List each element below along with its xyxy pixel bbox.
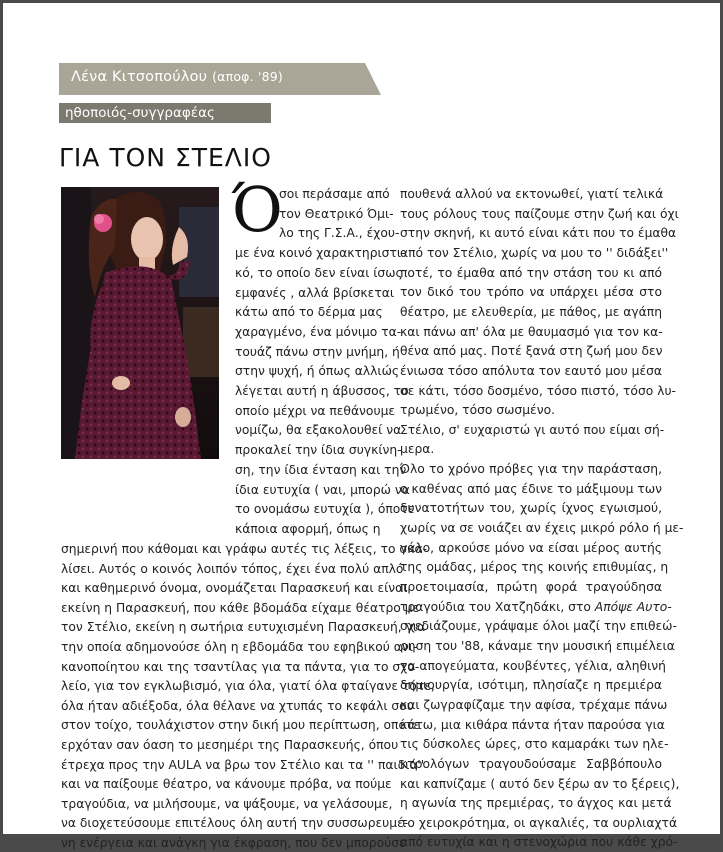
text-line: σε κάτι, τόσο δοσμένο, τόσο πιστό, τόσο λυ-	[400, 383, 676, 398]
text-line: νομίζω, θα εξακολουθεί να	[235, 423, 402, 438]
actress-photo	[61, 187, 219, 459]
text-line: κό, το οποίο δεν είναι ίσως	[235, 265, 403, 280]
text-line: το ονομάσω ευτυχία ), όποτε	[235, 502, 415, 517]
article-title: ΓΙΑ ΤΟΝ ΣΤΕΛΙΟ	[59, 143, 272, 172]
text-line: το χειροκρότημα, οι αγκαλιές, τα ουρλιαχτά	[400, 815, 678, 830]
text-line: όλα ήταν αδιέξοδα, όλα θέλανε να χτυπάς το κεφάλι σου	[61, 698, 414, 713]
text-line: και ζωγραφίζαμε την αφίσα, τρέχαμε πάνω	[400, 697, 668, 712]
text-line: και πάνω απ' όλα με θαυμασμό για τον κα-	[400, 324, 663, 339]
italic-song-title: Απόψε Αυτο-	[590, 599, 672, 614]
text-line: από ευτυχία και η στενοχώρια που κάθε χρό-	[400, 835, 678, 850]
text-line: στην σκηνή, κι αυτό είναι κάτι που το έμαθα	[400, 226, 677, 241]
drop-cap: Ό	[231, 173, 283, 246]
text-line: χαραγμένο, ένα μόνιμο τα-	[235, 324, 402, 339]
text-line: πουθενά αλλού να εκτονωθεί, γιατί τελικά	[400, 187, 664, 201]
text-line: ερχόταν σαν όαση το μεσημέρι της Παρασκευής, όπου	[61, 738, 399, 752]
text-line: κανοποίητου και της τσαντίλας για τα πάντα, για το σχο-	[61, 659, 420, 674]
text-line: στον τοίχο, τουλάχιστον στην δική μου περίπτωση, οπότε	[61, 718, 421, 733]
text-line: δυνατοτήτων του, χωρίς ίχνος εγωισμού,	[400, 501, 662, 516]
text-line: χωρίς να σε νοιάζει αν έχεις μικρό ρόλο ή με-	[400, 521, 684, 536]
text-line: σοι περάσαμε από	[279, 187, 390, 201]
text-line: Όλο το χρόνο πρόβες για την παράσταση,	[400, 462, 662, 477]
text-line: με ένα κοινό χαρακτηριστι-	[235, 246, 406, 261]
text-line: ένιωσα τόσο απόλυτα τον εαυτό μου μέσα	[400, 363, 662, 378]
text-line: να διοχετεύσουμε επιτέλους όλη αυτή την συσσωρευμέ-	[61, 816, 409, 831]
text-line: κτρολόγων τραγουδούσαμε Σαββόπουλο	[400, 756, 662, 771]
author-role: ηθοποιός-συγγραφέας	[65, 105, 215, 121]
text-line: σχεδιάζουμε, γράψαμε όλοι μαζί την επιθεώ-	[400, 619, 677, 634]
text-line: και καπνίζαμε ( αυτό δεν ξέρω αν το ξέρεις),	[400, 776, 680, 791]
text-line: εμφανές , αλλά βρίσκεται	[235, 285, 394, 300]
text-line: από τον Στέλιο, χωρίς να μου το '' διδάξει''	[400, 245, 669, 260]
text-line: θέατρο, με ελευθερία, με πάθος, με αγάπη	[400, 304, 662, 319]
text-line: λίσει. Αυτός ο κοινός λοιπόν τόπος, έχει ένα πολύ απλό	[61, 561, 404, 576]
text-line: λείο, για τον εγκλωβισμό, για όλα, γιατί όλα φταίγανε τότε,	[61, 679, 435, 694]
text-line: προετοιμασία, πρώτη φορά τραγούδησα	[400, 580, 662, 594]
text-line: τις δύσκολες ώρες, στο καμαράκι των ηλε-	[400, 737, 669, 752]
text-line: τραγούδια, να μιλήσουμε, να ψάξουμε, να γελάσουμε,	[61, 796, 393, 811]
text-line: νη ενέργεια και ανάγκη για έκφραση, που δεν μπορούσε	[61, 836, 406, 850]
text-line: λο της Γ.Σ.Α., έχου-	[279, 226, 400, 241]
text-line: κάποια αφορμή, όπως η	[235, 521, 381, 536]
text-line: τα απογεύματα, κουβέντες, γέλια, αληθινή	[400, 658, 666, 673]
text-line: τον Θεατρικό Όμι-	[279, 206, 394, 221]
author-name: Λένα Κιτσοπούλου (αποφ. '89)	[71, 69, 283, 85]
text-line: ποτέ, το έμαθα από την στάση του κι από	[400, 265, 662, 280]
text-line: ίδια ευτυχία ( ναι, μπορώ να	[235, 482, 410, 497]
text-line: στην ψυχή, ή όπως αλλιώς	[235, 364, 400, 379]
text-line: τουάζ πάνω στην μνήμη, ή	[235, 344, 400, 359]
text-line: έτρεχα προς την AULA να βρω τον Στέλιο και τα '' παιδιά''	[61, 757, 425, 772]
text-line: λέγεται αυτή η άβυσσος, το	[235, 384, 409, 398]
text-line: σημερινή που κάθομαι και γράφω αυτές τις λέξεις, το σκα-	[61, 542, 428, 556]
text-line: τον δικό του τρόπο να υπάρχει μέσα στο	[400, 285, 662, 300]
text-line: τρωμένο, τόσο σωσμένο.	[400, 403, 555, 418]
text-line: δημιουργία, ισότιμη, πλησίαζε η πρεμιέρα	[400, 678, 662, 693]
text-line: της ομάδας, μέρος της κοινής επιθυμίας, η	[400, 560, 669, 575]
text-line: την οποία αδημονούσε όλη η εβδομάδα του εφηβικού ανι-	[61, 640, 418, 654]
text-line: ο καθένας από μας έδινε το μάξιμουμ των	[400, 481, 662, 496]
text-line: κάτω, μια κιθάρα πάντα ήταν παρούσα για	[400, 717, 665, 732]
text-line: τραγούδια του Χατζηδάκι, στο Απόψε Αυτο-	[400, 599, 672, 614]
text-line: ρηση του '88, κάναμε την μουσική επιμέλεια	[400, 638, 675, 653]
graduation-year: (αποφ. '89)	[212, 69, 283, 84]
text-line: Στέλιο, σ' ευχαριστώ γι αυτό που είμαι σή-	[400, 422, 665, 437]
magazine-page	[3, 3, 720, 850]
text-line: εκείνη η Παρασκευή, που κάθε βδομάδα είχαμε θέατρο με	[61, 600, 420, 615]
text-line: τον Στέλιο, εκείνη η σωτήρια ευτυχισμένη Παρασκευή, για	[61, 620, 426, 635]
text-line: και να παίξουμε θέατρο, να κάνουμε πρόβα, να πούμε	[61, 777, 392, 792]
text-line: και καθημερινό όνομα, ονομάζεται Παρασκευή και είναι	[61, 581, 408, 596]
text-line: προκαλεί την ίδια συγκίνη-	[235, 443, 402, 458]
text-line: γάλο, αρκούσε μόνο να είσαι μέρος αυτής	[400, 540, 662, 555]
text-line: ση, την ίδια ένταση και την	[235, 462, 407, 477]
text-line: οποίο μέχρι να πεθάνουμε	[235, 403, 396, 418]
text-line: η αγωνία της πρεμιέρας, το άγχος και μετά	[400, 796, 672, 811]
text-line: τους ρόλους τους παίζουμε στην ζωή και όχι	[400, 206, 679, 221]
text-line: μερα.	[400, 442, 435, 457]
text-line: θένα από μας. Ποτέ ξανά στη ζωή μου δεν	[400, 344, 663, 359]
text-line: κάτω από το δέρμα μας	[235, 305, 383, 320]
